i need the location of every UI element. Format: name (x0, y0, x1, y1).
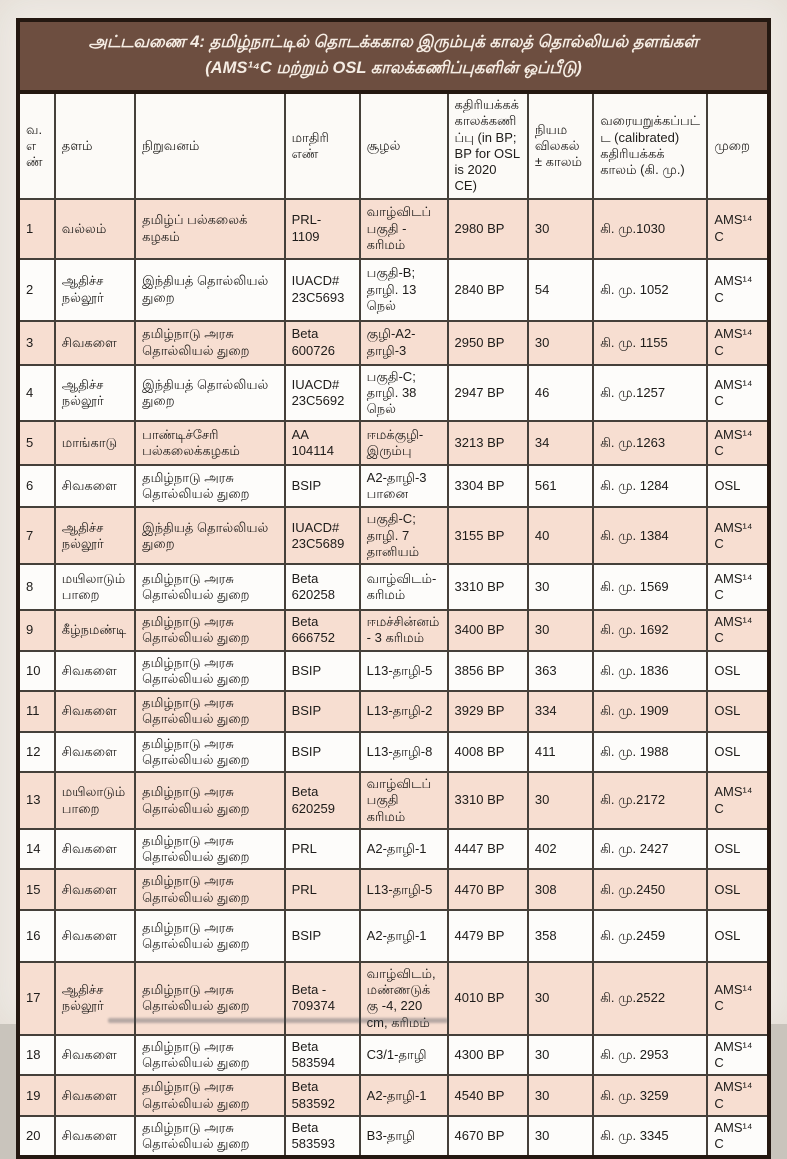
header-row (18, 92, 769, 199)
cell-context: L13-தாழி-2 (360, 691, 448, 732)
table-row (18, 1035, 769, 1076)
table-row (18, 507, 769, 564)
cell-radiocarbon-date: 3856 BP (448, 651, 528, 692)
cell-context: C3/1-தாழி (360, 1035, 448, 1076)
cell-calibrated-date: கி. மு. 1384 (593, 507, 707, 564)
cell-sample-no: Beta 620258 (285, 564, 360, 610)
cell-std-deviation: 30 (528, 321, 593, 365)
cell-std-deviation: 411 (528, 732, 593, 773)
cell-sample-no: BSIP (285, 910, 360, 962)
header-site: தளம் (55, 92, 135, 199)
cell-institution: தமிழ்நாடு அரசு தொல்லியல் துறை (135, 869, 284, 910)
cell-std-deviation: 30 (528, 1035, 593, 1076)
cell-radiocarbon-date: 4300 BP (448, 1035, 528, 1076)
cell-serial-no: 5 (18, 421, 55, 465)
cell-institution: தமிழ்நாடு அரசு தொல்லியல் துறை (135, 732, 284, 773)
table-row (18, 651, 769, 692)
cell-method: AMS¹⁴C (707, 1075, 769, 1116)
cell-calibrated-date: கி. மு.1257 (593, 365, 707, 422)
cell-sample-no: IUACD# 23C5693 (285, 259, 360, 321)
cell-serial-no: 15 (18, 869, 55, 910)
header-radiocarbon-date: கதிரியக்கக் காலக்கணிப்பு (in BP; BP for OSL is 2020 CE) (448, 92, 528, 199)
cell-radiocarbon-date: 4008 BP (448, 732, 528, 773)
cell-sample-no: Beta 600726 (285, 321, 360, 365)
cell-serial-no: 18 (18, 1035, 55, 1076)
cell-site: சிவகளை (55, 465, 135, 507)
cell-context: L13-தாழி-5 (360, 651, 448, 692)
cell-site: சிவகளை (55, 910, 135, 962)
cell-site: வல்லம் (55, 199, 135, 259)
cell-method: AMS¹⁴C (707, 772, 769, 829)
table-row (18, 259, 769, 321)
cell-radiocarbon-date: 3304 BP (448, 465, 528, 507)
cell-calibrated-date: கி. மு.2450 (593, 869, 707, 910)
cell-method: AMS¹⁴C (707, 564, 769, 610)
cell-institution: தமிழ்ப் பல்கலைக் கழகம் (135, 199, 284, 259)
table-row (18, 1116, 769, 1158)
cell-calibrated-date: கி. மு.2172 (593, 772, 707, 829)
cell-calibrated-date: கி. மு. 1052 (593, 259, 707, 321)
cell-serial-no: 14 (18, 829, 55, 870)
cell-calibrated-date: கி. மு.1030 (593, 199, 707, 259)
cell-institution: இந்தியத் தொல்லியல் துறை (135, 507, 284, 564)
cell-std-deviation: 561 (528, 465, 593, 507)
cell-calibrated-date: கி. மு.2522 (593, 962, 707, 1035)
cell-institution: தமிழ்நாடு அரசு தொல்லியல் துறை (135, 1116, 284, 1158)
cell-site: மயிலாடும் பாறை (55, 772, 135, 829)
cell-std-deviation: 30 (528, 199, 593, 259)
cell-method: AMS¹⁴C (707, 421, 769, 465)
cell-serial-no: 17 (18, 962, 55, 1035)
cell-method: OSL (707, 869, 769, 910)
table-row (18, 421, 769, 465)
cell-std-deviation: 30 (528, 1075, 593, 1116)
cell-serial-no: 12 (18, 732, 55, 773)
cell-std-deviation: 34 (528, 421, 593, 465)
table-row (18, 365, 769, 422)
cell-site: சிவகளை (55, 321, 135, 365)
table-row (18, 869, 769, 910)
cell-context: வாழ்விடம், மண்ணடுக்கு -4, 220 cm, கரிமம் (360, 962, 448, 1035)
cell-radiocarbon-date: 4447 BP (448, 829, 528, 870)
cell-radiocarbon-date: 3310 BP (448, 564, 528, 610)
cell-site: சிவகளை (55, 1035, 135, 1076)
header-institution: நிறுவனம் (135, 92, 284, 199)
cell-site: சிவகளை (55, 1075, 135, 1116)
cell-calibrated-date: கி. மு. 1284 (593, 465, 707, 507)
cell-calibrated-date: கி. மு. 3259 (593, 1075, 707, 1116)
cell-radiocarbon-date: 4479 BP (448, 910, 528, 962)
cell-method: OSL (707, 910, 769, 962)
cell-site: ஆதிச்ச நல்லூர் (55, 365, 135, 422)
cell-std-deviation: 30 (528, 610, 593, 651)
cell-sample-no: IUACD# 23C5689 (285, 507, 360, 564)
cell-sample-no: BSIP (285, 732, 360, 773)
cell-sample-no: PRL (285, 829, 360, 870)
cell-calibrated-date: கி. மு. 1909 (593, 691, 707, 732)
cell-sample-no: Beta 583592 (285, 1075, 360, 1116)
table-row (18, 772, 769, 829)
table-row (18, 610, 769, 651)
table-row (18, 199, 769, 259)
cell-sample-no: AA 104114 (285, 421, 360, 465)
cell-serial-no: 8 (18, 564, 55, 610)
cell-std-deviation: 54 (528, 259, 593, 321)
cell-institution: தமிழ்நாடு அரசு தொல்லியல் துறை (135, 962, 284, 1035)
cell-radiocarbon-date: 2980 BP (448, 199, 528, 259)
cell-calibrated-date: கி. மு.2459 (593, 910, 707, 962)
cell-calibrated-date: கி. மு. 2953 (593, 1035, 707, 1076)
cell-sample-no: BSIP (285, 651, 360, 692)
cell-institution: தமிழ்நாடு அரசு தொல்லியல் துறை (135, 651, 284, 692)
cell-std-deviation: 40 (528, 507, 593, 564)
cell-context: வாழ்விடம்- கரிமம் (360, 564, 448, 610)
cell-institution: தமிழ்நாடு அரசு தொல்லியல் துறை (135, 1035, 284, 1076)
cell-institution: தமிழ்நாடு அரசு தொல்லியல் துறை (135, 1075, 284, 1116)
cell-sample-no: Beta 666752 (285, 610, 360, 651)
cell-institution: தமிழ்நாடு அரசு தொல்லியல் துறை (135, 691, 284, 732)
cell-serial-no: 6 (18, 465, 55, 507)
cell-site: மாங்காடு (55, 421, 135, 465)
cell-serial-no: 3 (18, 321, 55, 365)
cell-calibrated-date: கி. மு. 1988 (593, 732, 707, 773)
cell-sample-no: Beta 583593 (285, 1116, 360, 1158)
cell-site: சிவகளை (55, 732, 135, 773)
cell-calibrated-date: கி. மு. 1155 (593, 321, 707, 365)
table-row (18, 732, 769, 773)
cell-method: OSL (707, 732, 769, 773)
cell-site: ஆதிச்ச நல்லூர் (55, 259, 135, 321)
cell-institution: இந்தியத் தொல்லியல் துறை (135, 259, 284, 321)
cell-radiocarbon-date: 3155 BP (448, 507, 528, 564)
cell-std-deviation: 46 (528, 365, 593, 422)
cell-serial-no: 7 (18, 507, 55, 564)
dating-comparison-table (16, 18, 771, 1159)
cell-serial-no: 4 (18, 365, 55, 422)
cell-institution: தமிழ்நாடு அரசு தொல்லியல் துறை (135, 610, 284, 651)
cell-sample-no: Beta - 709374 (285, 962, 360, 1035)
cell-radiocarbon-date: 4010 BP (448, 962, 528, 1035)
cell-institution: இந்தியத் தொல்லியல் துறை (135, 365, 284, 422)
cell-context: A2-தாழி-1 (360, 910, 448, 962)
table-body (18, 199, 769, 1158)
cell-radiocarbon-date: 2947 BP (448, 365, 528, 422)
cell-calibrated-date: கி. மு. 1692 (593, 610, 707, 651)
header-serial-no: வ. எண் (18, 92, 55, 199)
header-sample-no: மாதிரி எண் (285, 92, 360, 199)
cell-serial-no: 2 (18, 259, 55, 321)
table-row (18, 829, 769, 870)
cell-context: பகுதி-C; தாழி. 7 தானியம் (360, 507, 448, 564)
table-row (18, 910, 769, 962)
cell-serial-no: 10 (18, 651, 55, 692)
cell-std-deviation: 30 (528, 564, 593, 610)
cell-context: A2-தாழி-1 (360, 1075, 448, 1116)
header-context: சூழல் (360, 92, 448, 199)
cell-sample-no: BSIP (285, 691, 360, 732)
cell-std-deviation: 308 (528, 869, 593, 910)
cell-calibrated-date: கி. மு. 1569 (593, 564, 707, 610)
cell-serial-no: 1 (18, 199, 55, 259)
cell-serial-no: 9 (18, 610, 55, 651)
cell-sample-no: BSIP (285, 465, 360, 507)
cell-site: ஆதிச்ச நல்லூர் (55, 507, 135, 564)
cell-std-deviation: 334 (528, 691, 593, 732)
cell-institution: தமிழ்நாடு அரசு தொல்லியல் துறை (135, 829, 284, 870)
cell-radiocarbon-date: 3213 BP (448, 421, 528, 465)
cell-method: AMS¹⁴C (707, 610, 769, 651)
cell-radiocarbon-date: 3400 BP (448, 610, 528, 651)
cell-sample-no: Beta 583594 (285, 1035, 360, 1076)
cell-method: AMS¹⁴C (707, 1116, 769, 1158)
cell-serial-no: 19 (18, 1075, 55, 1116)
cell-radiocarbon-date: 4670 BP (448, 1116, 528, 1158)
header-std-deviation: நியம விலகல் ± காலம் (528, 92, 593, 199)
cell-site: சிவகளை (55, 869, 135, 910)
table-row (18, 321, 769, 365)
cell-method: AMS¹⁴C (707, 507, 769, 564)
cell-context: L13-தாழி-5 (360, 869, 448, 910)
cell-calibrated-date: கி. மு. 1836 (593, 651, 707, 692)
cell-institution: பாண்டிச்சேரி பல்கலைக்கழகம் (135, 421, 284, 465)
cell-method: OSL (707, 465, 769, 507)
cell-context: A2-தாழி-3 பானை (360, 465, 448, 507)
table-row (18, 1075, 769, 1116)
cell-site: மயிலாடும் பாறை (55, 564, 135, 610)
cell-institution: தமிழ்நாடு அரசு தொல்லியல் துறை (135, 772, 284, 829)
table-row (18, 962, 769, 1035)
table-row (18, 691, 769, 732)
cell-method: AMS¹⁴C (707, 199, 769, 259)
header-method: முறை (707, 92, 769, 199)
table-row (18, 465, 769, 507)
cell-sample-no: PRL (285, 869, 360, 910)
cell-method: AMS¹⁴C (707, 365, 769, 422)
cell-context: L13-தாழி-8 (360, 732, 448, 773)
cell-method: OSL (707, 829, 769, 870)
cell-context: B3-தாழி (360, 1116, 448, 1158)
cell-institution: தமிழ்நாடு அரசு தொல்லியல் துறை (135, 465, 284, 507)
cell-context: குழி-A2- தாழி-3 (360, 321, 448, 365)
cell-sample-no: IUACD# 23C5692 (285, 365, 360, 422)
cell-method: AMS¹⁴C (707, 321, 769, 365)
cell-serial-no: 13 (18, 772, 55, 829)
cell-radiocarbon-date: 2950 BP (448, 321, 528, 365)
cell-radiocarbon-date: 2840 BP (448, 259, 528, 321)
cell-radiocarbon-date: 3310 BP (448, 772, 528, 829)
cell-radiocarbon-date: 3929 BP (448, 691, 528, 732)
cell-std-deviation: 30 (528, 772, 593, 829)
cell-context: பகுதி-C; தாழி. 38 நெல் (360, 365, 448, 422)
cell-context: ஈமச்சின்னம்- 3 கரிமம் (360, 610, 448, 651)
cell-radiocarbon-date: 4540 BP (448, 1075, 528, 1116)
cell-calibrated-date: கி. மு.1263 (593, 421, 707, 465)
table-row (18, 564, 769, 610)
cell-method: AMS¹⁴C (707, 1035, 769, 1076)
cell-sample-no: Beta 620259 (285, 772, 360, 829)
cell-serial-no: 20 (18, 1116, 55, 1158)
cell-site: சிவகளை (55, 691, 135, 732)
scan-artifact (108, 1018, 448, 1023)
cell-institution: தமிழ்நாடு அரசு தொல்லியல் துறை (135, 321, 284, 365)
cell-context: வாழ்விடப்பகுதி கரிமம் (360, 772, 448, 829)
cell-method: OSL (707, 651, 769, 692)
cell-sample-no: PRL- 1109 (285, 199, 360, 259)
cell-site: சிவகளை (55, 1116, 135, 1158)
cell-method: AMS¹⁴C (707, 259, 769, 321)
cell-context: பகுதி-B; தாழி. 13 நெல் (360, 259, 448, 321)
table-title: அட்டவணை 4: தமிழ்நாட்டில் தொடக்ககால இரும்புக் காலத் தொல்லியல் தளங்கள் (AMS¹⁴C மற்றும் OSL காலக்கணிப்புகளின் ஒப்பீடு) (16, 18, 771, 90)
cell-serial-no: 11 (18, 691, 55, 732)
cell-calibrated-date: கி. மு. 3345 (593, 1116, 707, 1158)
cell-std-deviation: 30 (528, 1116, 593, 1158)
cell-context: A2-தாழி-1 (360, 829, 448, 870)
cell-site: சிவகளை (55, 829, 135, 870)
cell-serial-no: 16 (18, 910, 55, 962)
cell-context: வாழ்விடப் பகுதி - கரிமம் (360, 199, 448, 259)
cell-context: ஈமக்குழி- இரும்பு (360, 421, 448, 465)
cell-std-deviation: 358 (528, 910, 593, 962)
cell-site: கீழ்நமண்டி (55, 610, 135, 651)
cell-institution: தமிழ்நாடு அரசு தொல்லியல் துறை (135, 910, 284, 962)
cell-site: ஆதிச்ச நல்லூர் (55, 962, 135, 1035)
cell-std-deviation: 30 (528, 962, 593, 1035)
cell-method: AMS¹⁴C (707, 962, 769, 1035)
cell-radiocarbon-date: 4470 BP (448, 869, 528, 910)
header-calibrated-date: வரையறுக்கப்பட்ட (calibrated) கதிரியக்கக் காலம் (கி. மு.) (593, 92, 707, 199)
cell-institution: தமிழ்நாடு அரசு தொல்லியல் துறை (135, 564, 284, 610)
cell-site: சிவகளை (55, 651, 135, 692)
cell-std-deviation: 363 (528, 651, 593, 692)
cell-method: OSL (707, 691, 769, 732)
table-header (18, 92, 769, 199)
cell-std-deviation: 402 (528, 829, 593, 870)
cell-calibrated-date: கி. மு. 2427 (593, 829, 707, 870)
